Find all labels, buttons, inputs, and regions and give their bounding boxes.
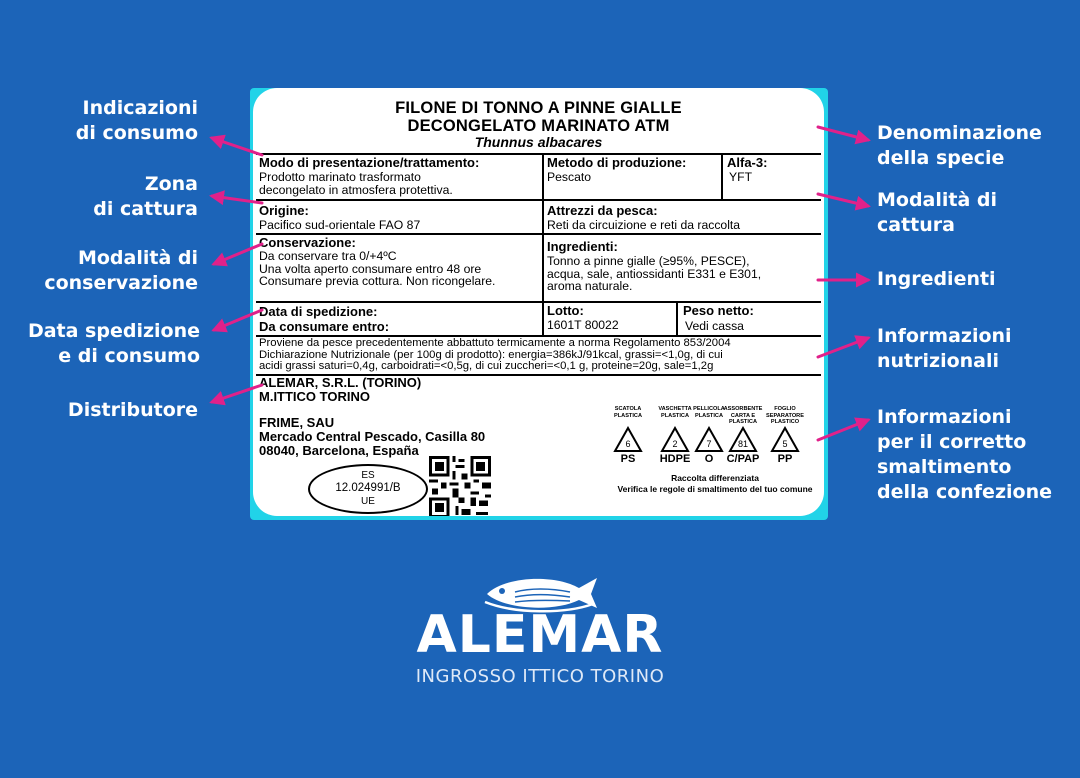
production-text: Pescato: [547, 170, 592, 184]
oval-number: 12.024991/B: [335, 482, 401, 494]
recycling-pp: [765, 406, 805, 465]
brand-subtitle: INGROSSO ITTICO TORINO: [415, 666, 665, 687]
shipping-date-heading: Data di spedizione:: [259, 304, 378, 319]
ingredients-text: Tonno a pinne gialle (≥95%, PESCE), acqua, sale, antiossidanti E331 e E301, aroma naturale.: [547, 254, 762, 293]
recycling-number: 7: [706, 439, 712, 449]
recycle-triangle-icon: [728, 426, 758, 454]
callout-species: Denominazione della specie: [877, 122, 1042, 169]
recycling-number: 81: [737, 439, 749, 449]
consume-by-heading: Da consumare entro:: [259, 319, 390, 334]
brand-name: ALEMAR: [416, 605, 664, 665]
callout-catch-zone: Zona di cattura: [93, 173, 198, 220]
recycle-triangle-icon: [613, 426, 643, 454]
producer-text: FRIME, SAU Mercado Central Pescado, Casilla 80 08040, Barcelona, España: [259, 415, 486, 458]
recycling-code: PS: [620, 453, 636, 465]
recycling-number: 5: [782, 439, 788, 449]
recycling-caption: FOGLIO SEPARATORE PLASTICO: [766, 406, 804, 425]
recycling-caption: ASSORBENTE CARTA E PLASTICA: [723, 406, 763, 425]
recycling-code: O: [704, 453, 714, 465]
gear-text: Reti da circuizione e reti da raccolta: [547, 218, 741, 232]
divider: [542, 153, 544, 335]
origin-text: Pacifico sud-orientale FAO 87: [259, 218, 421, 232]
product-label: [253, 88, 824, 516]
net-weight-heading: Peso netto:: [683, 303, 754, 318]
recycling-note: Raccolta differenziata: [671, 473, 759, 483]
callout-ingredients: Ingredienti: [877, 268, 996, 290]
callout-conservation: Modalità di conservazione: [44, 247, 198, 294]
callout-dates: Data spedizione e di consumo: [27, 320, 200, 367]
health-mark-oval: [308, 464, 428, 514]
divider: [721, 153, 723, 199]
scientific-name: Thunnus albacares: [474, 134, 603, 150]
net-weight-text: Vedi cassa: [685, 319, 744, 333]
recycling-cpap: [723, 406, 763, 465]
presentation-heading: Modo di presentazione/trattamento:: [259, 155, 480, 170]
origin-heading: Origine:: [259, 203, 309, 218]
recycling-rules-note: Verifica le regole di smaltimento del tuo comune: [617, 484, 813, 494]
recycling-code: PP: [777, 453, 793, 465]
label-title-line2: DECONGELATO MARINATO ATM: [407, 117, 670, 135]
recycle-triangle-icon: [660, 426, 690, 454]
recycling-code: C/PAP: [726, 453, 760, 465]
alfa3-text: YFT: [729, 170, 753, 184]
nutrition-footnote: Proviene da pesce precedentemente abbattuto termicamente a norma Regolamento 853/2004 Dichiarazione Nutrizionale (per 100g di prodotto): energia=386kJ/91kcal, grassi=<1,0g, di cui acidi grassi saturi=0,4g, carboidrati=<0,5g, di cui zuccheri=<0,1 g, proteine=20g, sale=1,2g: [259, 337, 731, 373]
presentation-text: Prodotto marinato trasformato decongelato in atmosfera protettiva.: [259, 170, 453, 197]
lot-text: 1601T 80022: [547, 318, 619, 332]
callout-distributor: Distributore: [67, 399, 198, 421]
distributor-text: ALEMAR, S.R.L. (TORINO) M.ITTICO TORINO: [259, 375, 422, 404]
callout-catch-method: Modalità di cattura: [877, 189, 998, 236]
recycling-caption: VASCHETTA PLASTICA: [658, 406, 692, 419]
conservation-heading: Conservazione:: [259, 235, 356, 250]
alfa3-heading: Alfa-3:: [727, 155, 768, 170]
divider: [676, 301, 678, 335]
callout-consumption: Indicazioni di consumo: [75, 97, 198, 144]
ingredients-heading: Ingredienti:: [547, 239, 618, 254]
production-heading: Metodo di produzione:: [547, 155, 687, 170]
conservation-text: Da conservare tra 0/+4ºC Una volta aperto consumare entro 48 ore Consumare previa cottura. Non ricongelare.: [259, 249, 496, 288]
callout-disposal: Informazioni per il corretto smaltimento della confezione: [877, 406, 1052, 503]
recycle-triangle-icon: [770, 426, 800, 454]
recycling-number: 6: [625, 439, 631, 449]
gear-heading: Attrezzi da pesca:: [547, 203, 658, 218]
recycling-caption: SCATOLA PLASTICA: [614, 406, 642, 419]
recycling-code: HDPE: [659, 453, 691, 465]
recycling-number: 2: [672, 439, 678, 449]
divider: [256, 199, 821, 201]
recycling-caption: PELLICOLA PLASTICA: [693, 406, 725, 419]
qr-code-icon: [429, 456, 491, 516]
recycle-triangle-icon: [694, 426, 724, 454]
label-title-line1: FILONE DI TONNO A PINNE GIALLE: [395, 99, 682, 117]
oval-country: ES: [361, 470, 375, 481]
lot-heading: Lotto:: [547, 303, 584, 318]
callout-nutrition: Informazioni nutrizionali: [877, 325, 1012, 372]
recycling-ps: [608, 406, 648, 465]
oval-eu: UE: [361, 496, 375, 507]
